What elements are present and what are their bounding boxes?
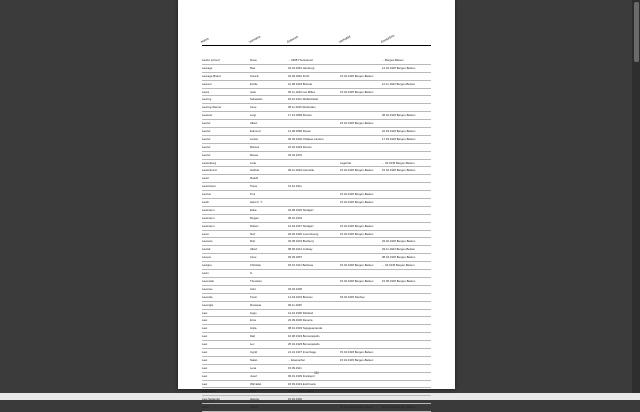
table-cell: Lena: [250, 365, 257, 370]
table-cell: 30.09.1920 Château Landon: [288, 136, 324, 141]
table-cell: Lauzal: [202, 247, 211, 252]
table-row: [202, 246, 431, 254]
table-header: [178, 0, 455, 46]
table-cell: Emilie: [250, 81, 258, 86]
table-row: [202, 294, 431, 302]
table-cell: Hugo: [250, 310, 257, 315]
table-cell: Anita: [250, 326, 257, 331]
table-row: [202, 302, 431, 310]
table-cell: Lev: [250, 342, 255, 347]
table-cell: Rudolf: [250, 176, 259, 181]
table-cell: Law-Seidentel: [202, 397, 220, 402]
table-cell: Kora E.: [250, 73, 260, 78]
table-cell: Albert: [250, 247, 258, 252]
table-cell: Frisch: [250, 405, 258, 410]
table-cell: 14.04.1919 Breinau: [288, 294, 313, 299]
table-row: [202, 262, 431, 270]
table-cell: Laufer (Lhner): [202, 58, 220, 62]
table-cell: 16.08.1919 Boroscapiello: [288, 334, 320, 339]
table-cell: Lautmann: [202, 207, 215, 212]
table-row: [202, 231, 431, 239]
table-cell: 15.04.1945 Bergen-Belsen: [340, 168, 374, 173]
table-cell: 15.04.1945 Bergen-Belsen: [340, 200, 374, 205]
table-cell: Toni: [250, 192, 256, 197]
table-cell: Lautmann: [202, 223, 215, 228]
table-cell: 18.01.1911 Wolfenbüttel: [288, 97, 319, 102]
table-cell: Irene: [250, 105, 257, 110]
table-cell: 04.03.1891 Hamburg: [288, 65, 315, 70]
table-cell: 15.09.1911: [288, 365, 302, 370]
table-cell: ... 1898 Theresienst.: [288, 58, 314, 62]
table-cell: Law: [202, 326, 208, 331]
table-cell: Irène: [250, 255, 257, 260]
table-cell: Erika: [250, 207, 257, 212]
table-cell: Edmond: [250, 129, 261, 134]
table-cell: Law: [202, 365, 208, 370]
table-cell: ... Bergen-Belsen: [382, 58, 404, 62]
table-cell: Josef: [250, 373, 257, 378]
table-cell: Max: [250, 65, 256, 70]
table-row: [202, 278, 431, 286]
table-cell: Lauzel: [202, 129, 211, 134]
table-cell: 03.02.1935: [288, 286, 302, 291]
table-row: [202, 183, 431, 191]
table-row: [202, 65, 431, 73]
table-cell: Law: [202, 357, 208, 362]
table-cell: 03.02.1970: [288, 152, 302, 157]
table-cell: 14.10.1900 Dirkland: [288, 310, 314, 315]
table-cell: 12.11.1944 Bergen-Belsen: [382, 81, 416, 86]
table-row: [202, 333, 431, 341]
table-cell: 15.05.1945 Bergen-Belsen: [382, 278, 416, 283]
header-rule: [202, 45, 431, 46]
table-cell: Laurent: [202, 81, 212, 86]
table-cell: 15.04.1945 Bergen-Belsen: [340, 405, 374, 410]
table-cell: Lauzel: [202, 152, 211, 157]
table-cell: Lavenelle: [202, 278, 214, 283]
table-cell: Nort: [250, 231, 256, 236]
table-cell: 28.11.1915 Rotterdam: [288, 105, 316, 110]
table-cell: Lauzel: [202, 121, 211, 126]
table-cell: Lauterer: [202, 113, 213, 118]
header-died: Gestorben: [380, 33, 396, 44]
table-cell: 03.02.1945 Bergen-Belsen: [382, 239, 416, 244]
table-cell: Laurage: [202, 65, 213, 70]
table-cell: Lavengle: [202, 302, 214, 307]
table-cell: 15.04.1945 Bergen-Belsen: [340, 278, 374, 283]
table-cell: Law: [202, 373, 208, 378]
scrollbar-thumb[interactable]: [634, 2, 639, 62]
table-cell: Lavin: [202, 271, 209, 276]
table-body: [202, 57, 431, 412]
table-cell: 18.04.1945 Dachau: [340, 294, 365, 299]
table-cell: Lazar: [202, 405, 209, 410]
table-row: [202, 207, 431, 215]
table-cell: 14.04.1945 Bergen-Belsen: [382, 65, 416, 70]
table-cell: Lauvens: [202, 239, 213, 244]
table-row: [202, 215, 431, 223]
table-cell: Lautenhurst: [202, 168, 217, 173]
table-cell: Nalan: [250, 357, 258, 362]
table-cell: Erna: [250, 389, 256, 394]
table-row: [202, 73, 431, 81]
header-name: Name: [200, 36, 210, 44]
table-cell: 15.04.1945 Bergen-Belsen: [340, 89, 374, 94]
table-cell: 15.02.1946: [288, 397, 302, 402]
table-cell: 23.09.1936 Reveria: [288, 318, 313, 323]
table-cell: Lauzel: [202, 136, 211, 141]
table-cell: Dall: [250, 334, 255, 339]
table-cell: Lautz: [202, 176, 209, 181]
table-cell: Law: [202, 381, 208, 386]
table-cell: Lauvi: [202, 231, 209, 236]
table-cell: Ariel: [250, 286, 256, 291]
table-cell: Lauring-Werner: [202, 105, 222, 110]
table-row: [202, 112, 431, 120]
table-cell: Lauyou: [202, 255, 212, 260]
header-firstname: Vorname: [248, 34, 262, 44]
table-cell: 29.08.1919 Bretheny: [288, 239, 314, 244]
table-cell: Rossana: [250, 302, 262, 307]
table-cell: 09.11.1945: [288, 302, 302, 307]
table-cell: Rosa: [250, 58, 257, 62]
table-cell: Lautzmann: [202, 184, 216, 189]
table-row: [202, 404, 431, 412]
table-cell: Lotte: [250, 160, 257, 165]
table-row: [202, 388, 431, 396]
table-cell: 15.04.1945 Bergen-Belsen: [340, 192, 374, 197]
table-cell: Hans F. T.: [250, 200, 263, 205]
table-row: [202, 349, 431, 357]
table-cell: Olki Edel: [250, 381, 262, 386]
table-cell: Lautenberg: [202, 160, 217, 165]
table-cell: 04.08.1926 Stuttgart: [288, 207, 314, 212]
table-row: [202, 341, 431, 349]
table-cell: Ingrid: [250, 349, 257, 354]
table-cell: 17.10.1899 Rovere: [288, 113, 312, 118]
table-cell: 14.08.1896 Rouen: [288, 129, 312, 134]
table-cell: Marcus: [250, 144, 260, 149]
table-cell: Tuam: [250, 294, 258, 299]
header-born: Geboren: [286, 34, 299, 44]
table-cell: Lavigne: [202, 263, 212, 268]
table-cell: 28.02.1945 Bergen-Belsen: [382, 113, 416, 118]
document-page: [178, 0, 455, 410]
table-cell: Theodore: [250, 278, 262, 283]
table-cell: 17.03.1945 Bergen-Belsen: [382, 136, 416, 141]
table-cell: 09.01.1939 Frankport: [288, 373, 315, 378]
table-cell: Lauré: [202, 89, 210, 94]
table-cell: Lavende: [202, 294, 213, 299]
table-cell: 05.10.1934: [288, 215, 302, 220]
page-number: 111: [314, 371, 319, 375]
table-cell: ... 04.1945 Bergen-Belsen: [382, 263, 415, 268]
table-cell: Law: [202, 349, 208, 354]
table-cell: Luigi: [250, 113, 256, 118]
table-cell: S.: [250, 271, 253, 276]
table-row: [202, 57, 431, 65]
header-arrested: Verhaftet: [338, 34, 352, 44]
table-cell: Law: [202, 342, 208, 347]
table-cell: 08.09.1912 Lindsay: [288, 247, 313, 252]
table-row: [202, 175, 431, 183]
table-row: [202, 96, 431, 104]
table-cell: Robert: [250, 223, 259, 228]
table-cell: Sebastian: [250, 97, 263, 102]
table-row: [202, 310, 431, 318]
table-cell: Rob: [250, 239, 256, 244]
table-cell: Gabriel: [250, 168, 260, 173]
table-cell: Tiana: [250, 184, 257, 189]
table-cell: 25.04.1929 Boroscapiello: [288, 342, 320, 347]
table-cell: Laurage-Brand: [202, 73, 221, 78]
table-row: [202, 286, 431, 294]
table-row: [202, 120, 431, 128]
table-row: [202, 223, 431, 231]
table-cell: 12.08.1918 Brüssel: [288, 81, 313, 86]
table-row: [202, 152, 431, 160]
table-row: [202, 396, 431, 404]
table-row: [202, 160, 431, 168]
table-cell: 18.09.1919 Eschmann: [288, 381, 316, 386]
table-cell: 08.05.1945 Bergen-Belsen: [382, 405, 416, 410]
table-row: [202, 238, 431, 246]
table-row: [202, 144, 431, 152]
table-cell: 08.01.1903 Tegageamanda: [288, 326, 323, 331]
table-cell: 15.04.1945 Bergen-Belsen: [340, 73, 374, 78]
table-cell: 13.02.1906 Kristiane: [288, 389, 314, 394]
table-cell: 15.04.1945 Bergen-Belsen: [382, 168, 416, 173]
table-cell: Law: [202, 334, 208, 339]
table-cell: Law-Mehrs: [202, 389, 216, 394]
table-cell: 26.06.1926 Luxembourg: [288, 231, 319, 236]
table-cell: Lagerhal.: [340, 160, 352, 165]
table-cell: Lauring: [202, 97, 212, 102]
table-row: [202, 357, 431, 365]
table-cell: 13.10.1911: [288, 184, 302, 189]
table-cell: ... Eisenacher: [288, 357, 306, 362]
table-cell: 13.04.1937 Stuttgart: [288, 223, 314, 228]
table-cell: 15.04.1945 Bergen-Belsen: [340, 263, 374, 268]
table-row: [202, 199, 431, 207]
table-cell: Lautmann: [202, 215, 215, 220]
table-cell: Lucien: [250, 136, 259, 141]
table-cell: 22.03.1945 Bergen-Belsen: [382, 129, 416, 134]
table-cell: Albert: [250, 121, 258, 126]
table-cell: 15.04.1945 Bergen-Belsen: [340, 349, 374, 354]
table-row: [202, 254, 431, 262]
table-cell: 04.06.1891 Fürth: [288, 73, 310, 78]
table-cell: Lavenue: [202, 286, 213, 291]
table-cell: 08.04.1945 Bergen-Belsen: [382, 255, 416, 260]
table-cell: 21.10.1937 Innenhage: [288, 349, 316, 354]
table-cell: 18.01.1911 Barbosa: [288, 263, 313, 268]
table-row: [202, 167, 431, 175]
table-row: [202, 104, 431, 112]
table-cell: 15.04.1945 Bergen-Belsen: [340, 121, 374, 126]
table-cell: Law: [202, 310, 208, 315]
table-cell: 15.04.1945 Bergen-Belsen: [340, 357, 374, 362]
table-cell: Megan: [250, 215, 259, 220]
table-cell: Christian: [250, 263, 262, 268]
table-cell: Lauth: [202, 200, 209, 205]
table-row: [202, 381, 431, 389]
table-cell: 15.04.1945 Bergen-Belsen: [340, 223, 374, 228]
vertical-scrollbar[interactable]: [632, 0, 640, 393]
table-cell: Helena: [250, 397, 259, 402]
table-row: [202, 191, 431, 199]
table-cell: 09.09.1897: [288, 255, 302, 260]
table-cell: Erna: [250, 318, 256, 323]
table-cell: Jean: [250, 89, 257, 94]
table-cell: 09.11.1919 Grenoble: [288, 168, 315, 173]
table-row: [202, 270, 431, 278]
table-cell: 22.02.1929 Rumes: [288, 144, 312, 149]
table-row: [202, 317, 431, 325]
table-row: [202, 325, 431, 333]
table-cell: Lauzon: [202, 192, 212, 197]
table-row: [202, 136, 431, 144]
table-cell: Lauzel: [202, 144, 211, 149]
table-cell: 15.04.1945 Bergen-Belsen: [340, 231, 374, 236]
table-cell: Renée: [250, 152, 259, 157]
table-cell: ... 02.1945 Bergen-Belsen: [382, 160, 415, 165]
table-cell: 03.11.1944 Bergen-Belsen: [382, 247, 416, 252]
table-cell: Law: [202, 318, 208, 323]
table-row: [202, 89, 431, 97]
table-row: [202, 81, 431, 89]
table-row: [202, 128, 431, 136]
table-cell: 05.11.1919 Les Milles: [288, 89, 316, 94]
